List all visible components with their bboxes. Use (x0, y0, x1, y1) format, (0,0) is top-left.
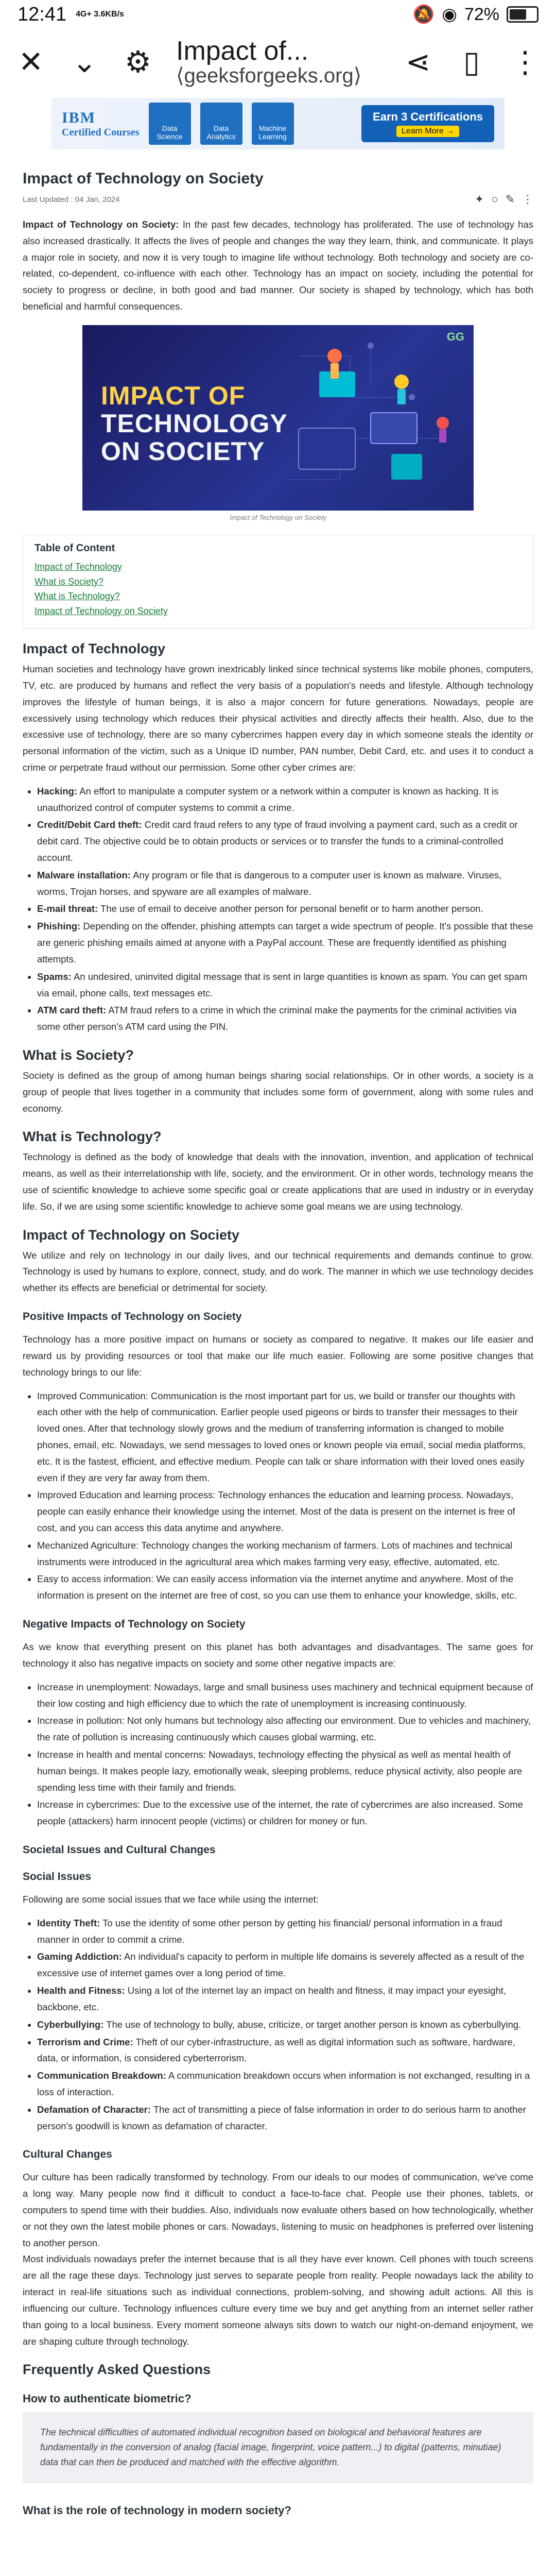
ad-cta[interactable] (361, 105, 494, 142)
desc: Credit card fraud refers to any type of fraud involving a payment card, such as a credit or debit card. The objective could be to obtain products or services or to transfer the funds to a criminal-controlled account. (37, 819, 518, 863)
term: Phishing: (37, 921, 81, 932)
list-item (37, 1948, 533, 1981)
section-heading: Impact of Technology (23, 641, 166, 657)
term: E-mail threat: (37, 903, 98, 914)
share-icon[interactable]: ⋖ (405, 45, 431, 79)
paragraph: Technology is defined as the body of knowledge that deals with the innovation, invention, and application of technical means, as well as their interrelationship with life, society, and the environment. Or in other words, technology means the use of scientific knowledge to achieve some specific goal or create applications that are used in industry or in everyday life. So, if we are using some scientific knowledge to achieve some goal means we are using technology. (23, 1151, 533, 1212)
term: Defamation of Character: (37, 2104, 151, 2115)
translate-icon[interactable]: ✦ (474, 193, 484, 206)
page-title-short: Impact of... (176, 37, 309, 65)
paragraph: As we know that everything present on this planet has both advantages and disadvantages. The same goes for technology it also has negative impacts on society and some other negative impacts are: (23, 1641, 533, 1669)
term: ATM card theft: (37, 1005, 107, 1016)
list-item: • Increase in pollution: Not only humans but technology also affecting our environment. Due to vehicles and machinery, the rate of pollution is increasing continuously which causes global warming, etc. (37, 1713, 533, 1745)
section-heading: What is Society? (23, 1047, 134, 1063)
faq-question[interactable]: What is the role of technology in modern society? (23, 2503, 291, 2517)
desc: The use of technology to bully, abuse, criticize, or target another person is known as cyberbullying. (106, 2019, 522, 2030)
negative-list (23, 1679, 533, 1829)
intro-text: In the past few decades, technology has proliferated. The use of technology has also increased drastically. It affects the lives of people and changes the way they learn, think, and communicate. It plays a major role in society, and now it is very tough to imagine life without technology. Both technology and society are co-related, co-dependent, co-influence with each other. Technology has an impact on society, including the potential for society to progress or decline, in both good and bad manner. Our society is shaped by technology, which has both beneficial and harmful consequences. (23, 219, 534, 312)
mute-icon: 🔕 (412, 5, 435, 24)
list-item (37, 2067, 533, 2100)
hero-line-1: IMPACT OF (101, 381, 246, 410)
toc-link[interactable]: What is Technology? (34, 591, 120, 602)
list-item (37, 2034, 533, 2067)
term: Spams: (37, 971, 72, 982)
social-issues-list (23, 1915, 533, 2134)
list-item: • Improved Communication: Communication is the most important part for us, we build or transfer our thoughts with each other with the help of communication. Earlier people used pigeons or birds to transfer their messages to their loved ones. After that technology slowly grows and the medium of transferring information is changed to mobile phones, email, etc. Nowadays, we send messages to loved ones or known people via email, social media platforms, etc. It is the fastest, efficient, and effective medium. People can talk or share information with their loved ones easily even if they are very far away from them. (37, 1388, 533, 1486)
ad-banner[interactable] (51, 98, 505, 149)
article-meta (23, 193, 533, 206)
paragraph: Technology has a more positive impact on humans or society as compared to negative. It makes our life easier and reward us by providing resources or tool that make our life much easier. Following are some positive changes that technology brings to our life: (23, 1334, 533, 1378)
list-item (37, 867, 533, 900)
toc-link[interactable]: Impact of Technology on Society (34, 606, 168, 617)
list-item (37, 2016, 533, 2033)
comment-icon[interactable]: ○ (491, 193, 498, 206)
desc: An individual's capacity to perform in multiple life domains is severely affected as a result of the excessive use of internet games over a long period of time. (37, 1951, 525, 1979)
image-caption: Impact of Technology on Society (230, 513, 326, 521)
intro-lead: Impact of Technology on Society: (23, 219, 179, 230)
term: Health and Fitness: (37, 1985, 125, 1996)
page-domain: ⟨geeksforgeeks.org⟩ (176, 64, 362, 88)
toc-title: Table of Content (34, 542, 115, 554)
subsection-heading: Social Issues (23, 1871, 92, 1883)
list-item: • Increase in cybercrimes: Due to the excessive use of the internet, the rate of cybercrimes are also increased. Some people (attackers) harm innocent people (victims) or children for money or fun. (37, 1797, 533, 1829)
ad-tile: Machine Learning (252, 103, 294, 145)
faq-answer: The technical difficulties of automated individual recognition based on biological and behavioral features are fundamentally in the conversion of analog (facial image, fingerprint, voice pattern...) to digital (patterns, minutiae) data that can then be produced and matched with the effective algorithm. (23, 2412, 533, 2483)
term: Malware installation: (37, 869, 131, 880)
battery-fill (510, 9, 526, 20)
list-item (37, 1915, 533, 1948)
ad-tile: Data Analytics (200, 103, 242, 145)
desc: Any program or file that is dangerous to a computer user is known as malware. Viruses, worms, Trojan horses, and spyware are all examples of malware. (37, 869, 502, 897)
list-item (37, 1982, 533, 2015)
browser-toolbar (0, 29, 556, 95)
list-item: • Increase in unemployment: Nowadays, large and small business uses machinery and technical equipment because of their low costing and high efficiency due to which the rate of unemployment is increasing continuously. (37, 1679, 533, 1712)
subsection-heading: Cultural Changes (23, 2148, 112, 2161)
ad-learn-more-button[interactable]: Learn More → (396, 126, 459, 137)
list-item (37, 817, 533, 866)
ad-sub: Certified Courses (62, 126, 140, 138)
toc-link[interactable]: Impact of Technology (34, 561, 122, 572)
bookmark-icon[interactable]: ▯ (463, 45, 480, 79)
desc: To use the identity of some other person by getting his financial/ personal information in a fraud manner in order to commit a crime. (37, 1917, 502, 1945)
chevron-down-icon[interactable]: ⌄ (72, 45, 97, 79)
subsection-heading: Negative Impacts of Technology on Society (23, 1618, 246, 1631)
paragraph: Our culture has been radically transformed by technology. From our ideals to our modes of communication, we've come a long way. Many people now find it difficult to conduct a face-to-face chat. People use their phones, tablets, or computers to spend time with their buddies. Also, individuals now evaluate others based on how technologically, whether or not they own the latest mobile phones or cars. Nowadays, listening to music on headphones is preferred over listening to another person. (23, 2172, 533, 2248)
paragraph: Society is defined as the group of among human beings sharing social relationships. Or in other words, a society is a group of people that lives together in a community that includes some form of government, along with some rules and economy. (23, 1070, 533, 1114)
term: Hacking: (37, 785, 78, 796)
toc-link[interactable]: What is Society? (34, 576, 104, 587)
ad-brand (62, 109, 140, 139)
list-item: • Mechanized Agriculture: Technology changes the working mechanism of farmers. Lots of machines and technical instruments were introduced in the agricultural area which makes farming very easy, effective, automated, etc. (37, 1537, 533, 1570)
desc: Depending on the offender, phishing attempts can target a wide spectrum of people. It's possible that these are generic phishing emails aimed at anyone with a PayPal account. These are frequently identified as phishing attempts. (37, 921, 533, 964)
subsection-heading: Positive Impacts of Technology on Society (23, 1311, 242, 1323)
subsection-heading: Societal Issues and Cultural Changes (23, 1844, 216, 1856)
paragraph: Following are some social issues that we face while using the internet: (23, 1894, 319, 1905)
term: Credit/Debit Card theft: (37, 819, 142, 831)
faq-heading: Frequently Asked Questions (23, 2362, 211, 2378)
article-title: Impact of Technology on Society (23, 170, 264, 187)
wifi-icon: ◉ (442, 5, 457, 24)
list-item (37, 2102, 533, 2134)
paragraph: Most individuals nowadays prefer the internet because that is all they have ever known. Cell phones with touch screens are all the rage these days. Technology just serves to separate people from reality. People nowadays lack the ability to interact in real-life situations such as individual connections, problem-solving, and showing adult actions. All this is influencing our culture. Technology influences culture every time we buy and get anything from an internet seller rather than going to a local business. Every moment someone always sits down to watch our night-on-demand enjoyment, we are shaping culture through technology. (23, 2253, 533, 2347)
list-item (37, 918, 533, 967)
list-item: • Increase in health and mental concerns: Nowadays, technology effecting the physical as well as mental health of human beings. It makes people lazy, emotionally weak, sleeping problems, reduce physical activity, also people are spending less time with their family and friends. (37, 1747, 533, 1795)
hero-logo: GG (446, 330, 464, 343)
term: Gaming Addiction: (37, 1951, 122, 1962)
close-icon[interactable]: ✕ (18, 45, 44, 79)
paragraph: Human societies and technology have grown inextricably linked since technical systems like mobile phones, computers, TV, etc. are produced by humans and reflect the very basis of a population's needs and lifestyle. Although technology improves the lifestyle of human beings, it is also a major concern for future generations. Nowadays, people are excessively using technology which reduces their physical activities and directly affects their health. Also, due to the excessive use of technology, there are so many cybercrimes happen every day in which someone steals the identity or personal information of the victim, such as a Unique ID number, PAN number, Debit Card, etc. and uses it to conduct a crime or perpetrate fraud without our permission. Some other cyber crimes are: (23, 664, 533, 773)
term: Identity Theft: (37, 1917, 100, 1928)
desc: Theft of our cyber-infrastructure, as well as digital information such as software, hardware, data, or information, is considered cyberterrorism. (37, 2036, 515, 2064)
desc: ATM fraud refers to a crime in which the criminal make the payments for the criminal activities via some other person's ATM card using the PIN. (37, 1005, 517, 1032)
desc: The act of transmitting a piece of false information in order to do serious harm to another person's goodwill is known as defamation of character. (37, 2104, 526, 2131)
term: Cyberbullying: (37, 2019, 104, 2030)
more-icon[interactable]: ⋮ (522, 193, 533, 206)
status-bar (0, 0, 556, 29)
list-item (37, 969, 533, 1002)
list-item: • Improved Education and learning process: Technology enhances the education and learning process. Nowadays, people can easily enhance their knowledge using the internet. Most of the data is present on the internet is free of cost, and you can access this data anytime and anywhere. (37, 1487, 533, 1536)
term: Communication Breakdown: (37, 2070, 166, 2081)
network-indicator: 4G+ 3.6KB/s (76, 10, 124, 19)
section-heading: Impact of Technology on Society (23, 1227, 240, 1243)
list-item: • Easy to access information: We can easily access information via the internet anytime and anywhere. Most of the information is present on the internet are free of cost, so you can use them to enhance your knowledge, skills, etc. (37, 1571, 533, 1604)
article (0, 170, 556, 2517)
hero-title (101, 382, 288, 465)
site-settings-icon[interactable]: ⚙ (125, 45, 151, 79)
battery-icon (507, 6, 538, 23)
hero-line-2: TECHNOLOGY (101, 409, 288, 438)
more-options-icon[interactable]: ⋮ (510, 45, 540, 79)
desc: An effort to manipulate a computer system or a network within a computer is known as hacking. It is unauthorized control of computer systems to commit a crime. (37, 785, 499, 813)
hero-line-3: ON SOCIETY (101, 436, 265, 466)
list-item (37, 901, 533, 917)
battery-percent: 72% (464, 4, 499, 24)
desc: Using a lot of the internet lay an impact on health and fitness, it may impact your eyesight, backbone, etc. (37, 1985, 507, 2012)
desc: An undesired, uninvited digital message that is sent in large quantities is known as spam. You can get spam via email, phone calls, text messages etc. (37, 971, 528, 998)
edit-icon[interactable]: ✎ (505, 193, 515, 206)
paragraph: We utilize and rely on technology in our daily lives, and our technical requirements and demands continue to grow. Technology is used by humans to explore, connect, study, and do work. The manner in which we use technology decides whether its effects are beneficial or detrimental for society. (23, 1249, 533, 1294)
desc: The use of email to deceive another person for personal benefit or to harm another person. (100, 903, 483, 914)
section-heading: What is Technology? (23, 1129, 162, 1145)
faq-question[interactable]: How to authenticate biometric? (23, 2392, 192, 2405)
ad-cta-title: Earn 3 Certifications (373, 110, 483, 123)
url-display[interactable] (176, 37, 380, 87)
table-of-contents (23, 535, 533, 629)
desc: A communication breakdown occurs when information is not exchanged, resulting in a loss of interaction. (37, 2070, 530, 2097)
ibm-logo: IBM (62, 109, 96, 126)
term: Terrorism and Crime: (37, 2036, 133, 2047)
positive-list (23, 1388, 533, 1604)
intro-paragraph (23, 216, 533, 315)
last-updated: Last Updated : 04 Jan, 2024 (23, 195, 120, 204)
list-item (37, 783, 533, 816)
list-item (37, 1002, 533, 1035)
ad-tile: Data Science (149, 103, 191, 145)
status-time: 12:41 (18, 3, 67, 25)
hero-image (82, 325, 474, 511)
cybercrime-list (23, 783, 533, 1035)
